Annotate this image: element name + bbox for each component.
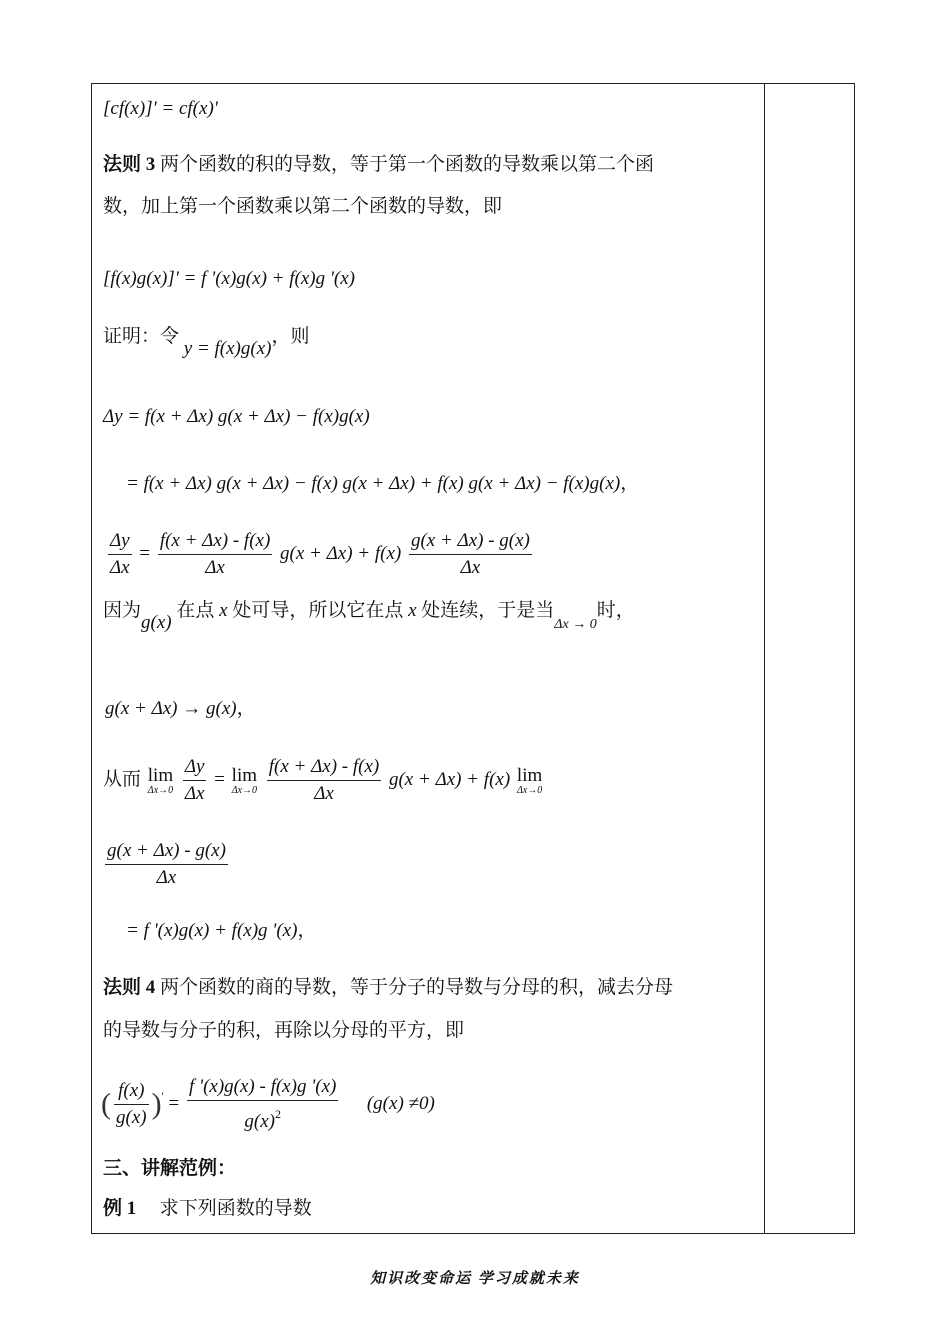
g-limit-comma: ，	[236, 698, 256, 719]
limit-line: 从而 lim Δx→0 $\frac{\Delta y}{\Delta x}$ = lim Δx→0 $\frac{f(x + \Delta x) - f(x)}{\Delta x}$ g(x + Δx) + f(x) lim Δx→0	[103, 754, 544, 807]
because-a: 因为	[103, 600, 142, 621]
dq-lhs-num: Δy	[108, 528, 132, 555]
limit-frac1	[267, 754, 381, 807]
rule4-lhs-den: g(x)	[116, 1107, 147, 1128]
because-b: 在点	[176, 600, 215, 621]
rule3-line2: 数，加上第一个函数乘以第二个函数的导数，即	[103, 196, 503, 217]
section-heading: 三、讲解范例：	[103, 1158, 237, 1179]
expansion-comma: ，	[620, 473, 640, 494]
proof-let-formula: y = f(x)g(x)	[183, 338, 272, 359]
delta-y-expansion	[126, 471, 639, 497]
limit-lhs-num: Δy	[183, 754, 207, 781]
rule3-formula: [f(x)g(x)]' = f '(x)g(x) + f(x)g '(x)	[103, 268, 355, 289]
rule4-lhs-num: f(x)	[114, 1078, 149, 1105]
because-x2: x	[408, 600, 417, 621]
dq-frac1-den: Δx	[205, 557, 225, 578]
rule4-label: 法则 4	[103, 977, 156, 998]
limit-operator-3	[517, 766, 542, 796]
because-x1: x	[219, 600, 228, 621]
limit-last-num: g(x + Δx) - g(x)	[105, 838, 228, 865]
limit-middle: g(x + Δx) + f(x)	[388, 768, 511, 790]
dq-frac2-den: Δx	[460, 557, 481, 578]
proof-intro-line	[103, 324, 310, 359]
rule4-lhs-fraction	[114, 1078, 149, 1131]
thus-label: 从而	[103, 768, 142, 790]
because-c: 处可导，所以它在点	[232, 600, 404, 621]
rule4-text1: 两个函数的商的导数，等于分子的导数与分母的积，减去分母	[155, 977, 674, 998]
limit-frac1-den: Δx	[314, 783, 334, 804]
proof-then: ，则	[271, 326, 310, 347]
proof-intro: 证明：令	[103, 326, 180, 347]
dq-frac1	[158, 528, 272, 581]
rule4-line1	[103, 975, 673, 1001]
lim-word-1: lim	[147, 764, 174, 786]
lim-sub-2: Δx→0	[231, 784, 257, 796]
example1-line	[103, 1196, 312, 1222]
page-footer: 知识改变命运 学习成就未来	[370, 1271, 580, 1287]
rule4-line2: 的导数与分子的积，再除以分母的平方，即	[103, 1020, 465, 1041]
dq-frac2-num: g(x + Δx) - g(x)	[409, 528, 532, 555]
dq-lhs-den: Δx	[110, 557, 130, 578]
rule3-line1	[103, 152, 654, 178]
rule4-rhs-fraction	[187, 1074, 338, 1135]
rule-constant-formula: [cf(x)]' = cf(x)'	[103, 98, 218, 119]
rule4-condition: (g(x) ≠0)	[366, 1092, 435, 1114]
rule4-rhs-num: f '(x)g(x) - f(x)g '(x)	[187, 1074, 338, 1101]
dq-frac2	[409, 528, 532, 581]
rule3-label: 法则 3	[103, 154, 156, 175]
proof-result	[126, 918, 316, 944]
proof-result-comma: ，	[297, 920, 317, 941]
limit-frac1-num: f(x + Δx) - f(x)	[267, 754, 381, 781]
dq-frac1-num: f(x + Δx) - f(x)	[158, 528, 272, 555]
rule4-rhs-den-base: g(x)	[244, 1111, 275, 1132]
g-limit: g(x + Δx) → g(x)	[105, 698, 237, 719]
limit-operator-2	[232, 766, 257, 796]
example1-text: 求下列函数的导数	[159, 1198, 312, 1219]
limit-lhs-den: Δx	[184, 783, 205, 804]
limit-lhs-fraction	[183, 754, 207, 807]
delta-y-formula: Δy = f(x + Δx) g(x + Δx) − f(x)g(x)	[103, 406, 370, 427]
rule3-text1: 两个函数的积的导数，等于第一个函数的导数乘以第二个函	[155, 154, 655, 175]
rule4-rhs-den-exp: 2	[274, 1107, 281, 1121]
delta-y-expansion-text: = f(x + Δx) g(x + Δx) − f(x) g(x + Δx) + f(x) g(x + Δx) − f(x)g(x)	[126, 473, 621, 494]
difference-quotient: $\frac{\Delta y}{\Delta x}$ = $\frac{f(x + \Delta x) - f(x)}{\Delta x}$ g(x + Δx) + f(x) $\frac{g(x + \Delta x) - g(x)}{\Delta x}$	[105, 528, 535, 581]
g-continuity	[105, 696, 256, 722]
limit-operator-1	[148, 766, 173, 796]
because-gx: g(x)	[141, 612, 172, 633]
limit-last-fraction	[105, 838, 228, 891]
rule4-rhs-den	[187, 1101, 338, 1135]
because-d: 处连续，于是当	[421, 600, 555, 621]
because-dx0: Δx → 0	[554, 617, 597, 632]
lim-word-2: lim	[231, 764, 258, 786]
example1-label: 例 1	[103, 1198, 137, 1219]
proof-result-text: = f '(x)g(x) + f(x)g '(x)	[126, 920, 298, 941]
rule4-formula: ( $\frac{f(x)}{g(x)}$ )' = $\frac{f '(x)g(x) - f(x)g '(x)}{g(x)^2}$ (g(x) ≠0)	[101, 1074, 435, 1135]
dq-middle: g(x + Δx) + f(x)	[280, 542, 402, 564]
lim-sub-1: Δx→0	[147, 784, 174, 796]
lim-sub-3: Δx→0	[516, 784, 543, 796]
because-line	[103, 598, 635, 633]
dq-lhs-fraction	[108, 528, 132, 581]
limit-last-fraction-line	[105, 838, 228, 891]
lim-word-3: lim	[516, 764, 543, 786]
because-e: 时，	[596, 600, 635, 621]
table-column-divider	[764, 83, 765, 1234]
limit-last-den: Δx	[156, 867, 177, 888]
